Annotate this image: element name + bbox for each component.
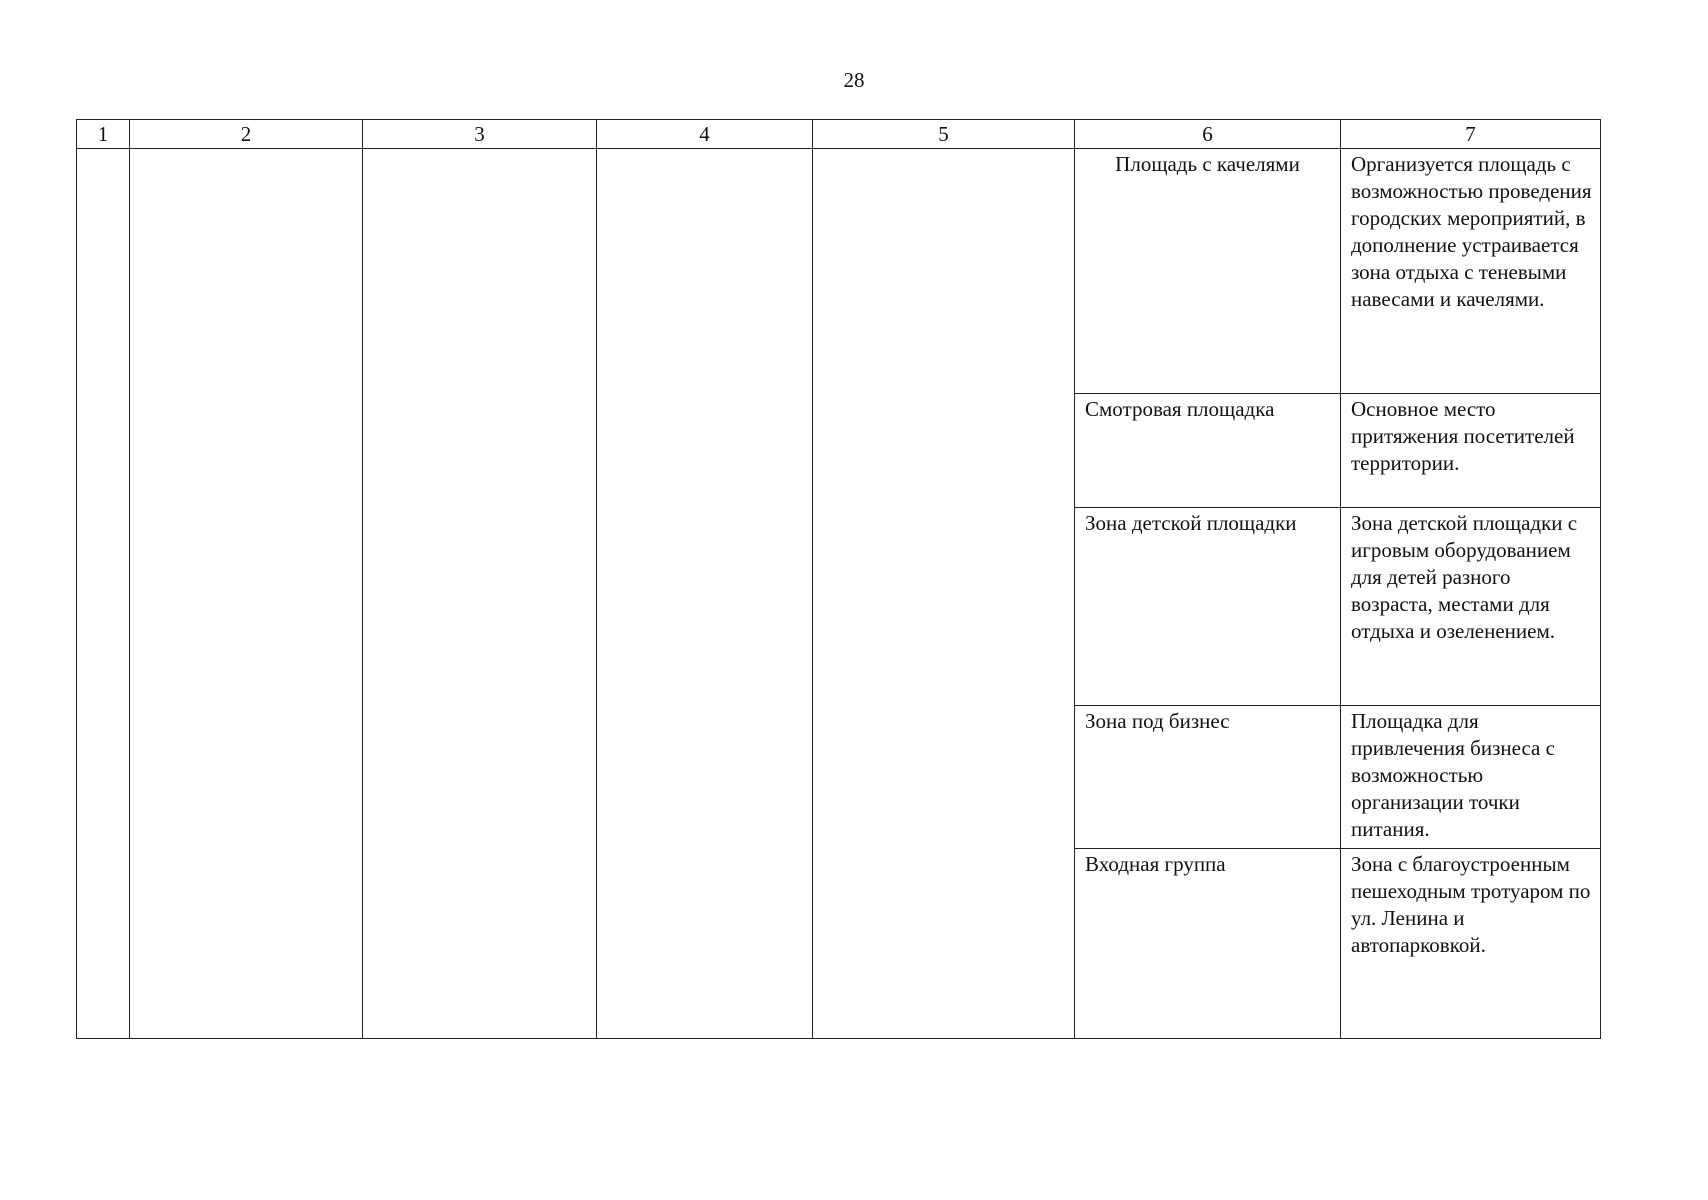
column-header-2: 2 — [130, 120, 363, 149]
zone-description-cell: Площадка для привлечения бизнеса с возможностью организации точки питания. — [1341, 706, 1601, 849]
table-row — [77, 149, 1601, 394]
column-header-6: 6 — [1075, 120, 1341, 149]
column-header-5: 5 — [813, 120, 1075, 149]
zone-name-cell: Зона детской площадки — [1075, 508, 1341, 706]
empty-cell-col-5 — [813, 149, 1075, 1039]
column-header-7: 7 — [1341, 120, 1601, 149]
zone-name-cell: Площадь с качелями — [1075, 149, 1341, 394]
zone-description-cell: Организуется площадь с возможностью проведения городских мероприятий, в дополнение устраивается зона отдыха с теневыми навесами и качелями. — [1341, 149, 1601, 394]
zone-description-cell: Зона с благоустроенным пешеходным тротуаром по ул. Ленина и автопарковкой. — [1341, 848, 1601, 1038]
page-number: 28 — [843, 68, 865, 92]
zone-description-cell: Зона детской площадки с игровым оборудованием для детей разного возраста, местами для отдыха и озеленением. — [1341, 508, 1601, 706]
zone-name-cell: Входная группа — [1075, 848, 1341, 1038]
zone-name-cell: Смотровая площадка — [1075, 393, 1341, 507]
empty-cell-col-2 — [130, 149, 363, 1039]
column-header-3: 3 — [363, 120, 597, 149]
column-header-4: 4 — [597, 120, 813, 149]
zones-table — [76, 119, 1601, 1039]
empty-cell-col-3 — [363, 149, 597, 1039]
empty-cell-col-1 — [77, 149, 130, 1039]
empty-cell-col-4 — [597, 149, 813, 1039]
column-header-1: 1 — [77, 120, 130, 149]
zone-description-cell: Основное место притяжения посетителей территории. — [1341, 393, 1601, 507]
zone-name-cell: Зона под бизнес — [1075, 706, 1341, 849]
header-row — [77, 120, 1601, 149]
